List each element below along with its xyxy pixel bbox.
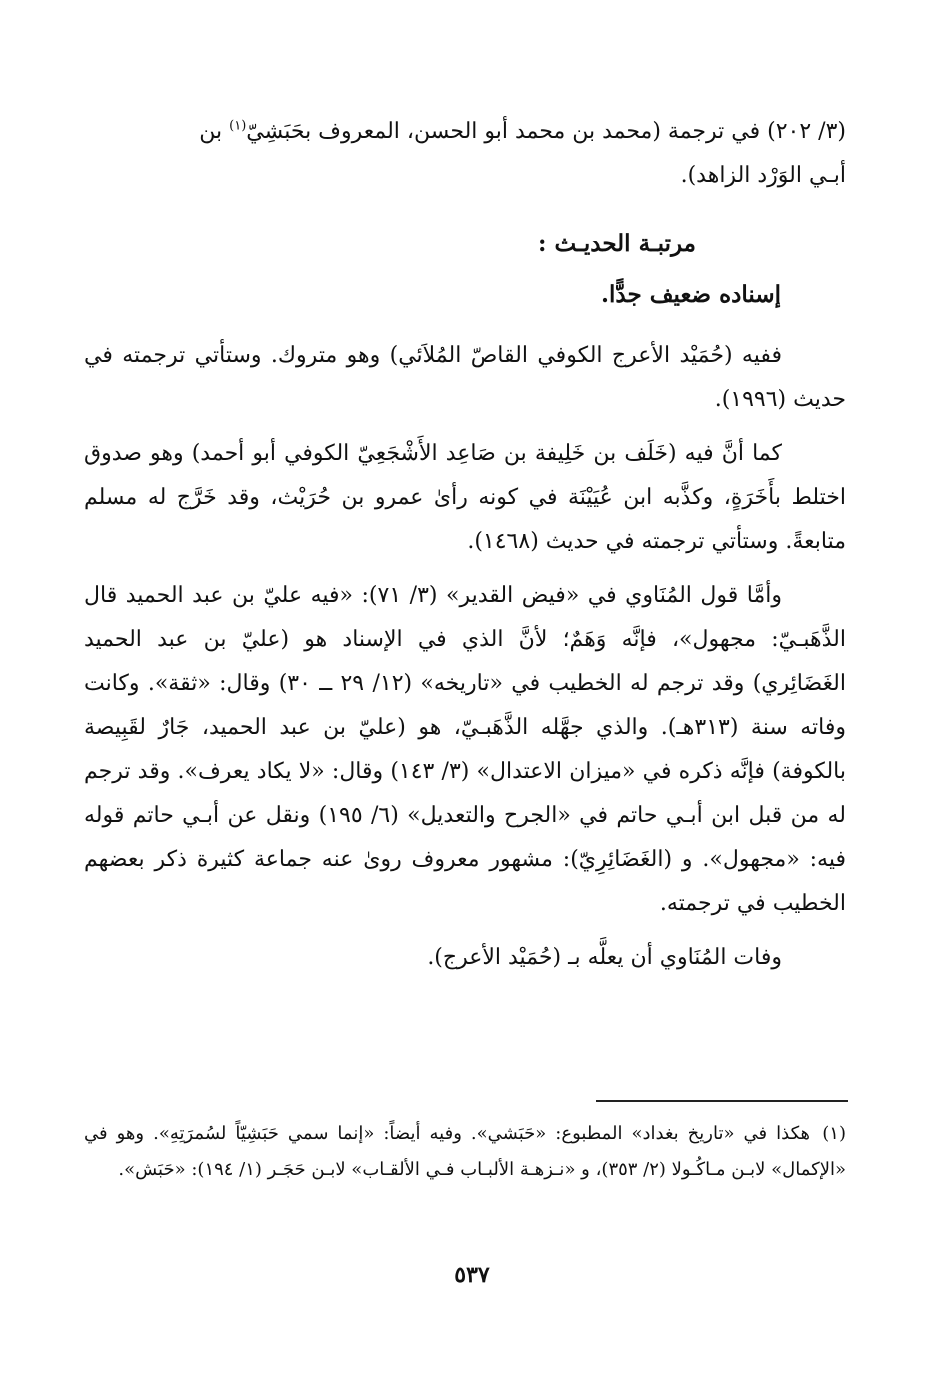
paragraph-3-lead: وأمَّا قول المُنَاوي في «فيض القدير» (٣/ ٧١): «فيه عليّ بن عبد الحميد قال [84,583,782,608]
paragraph-2-lead: كما أنَّ فيه (خَلَف بن خَلِيفة بن صَاعِد الأَشْجَعِيّ الكوفي أبو أحمد) وهو [150,441,782,466]
footnote-marker: (١) [229,118,247,134]
footnote-divider [596,1100,848,1102]
paragraph-2 [84,432,846,564]
intro-paragraph [84,110,846,198]
intro-line-2: أبـي الوَرْد الزاهد). [680,163,846,188]
paragraph-3-rest: الذَّهَبـيّ: مجهول»، فإنَّه وَهَمٌ؛ لأنَّ الذي في الإسناد هو (عليّ بن عبد الحميد الغَضَائِري) وقد ترجم له الخطيب في «تاريخه» (١٢/ ٢٩ ــ ٣٠) وقال: «ثقة». وكانت وفاته سنة (٣١٣هـ). والذي جهَّله الذَّهَبـيّ، هو (عليّ بن عبد الحميد، جَارٌ لقَبِيصة بالكوفة) فإنَّه ذكره في «ميزان الاعتدال» (٣/ ١٤٣) وقال: «لا يكاد يعرف». وقد ترجم له من قبل ابن أبـي حاتم في «الجرح والتعديل» (٦/ ١٩٥) ونقل عن أبـي حاتم قوله فيه: «مجهول». و (الغَضَائِرِيّ): مشهور معروف روىٰ عنه جماعة كثيرة ذكر بعضهم الخطيب في ترجمته. [84,627,847,916]
intro-line-1-end: بن [199,119,230,144]
verdict: إسناده ضعيف جدًّا. [601,281,781,308]
footnote-text: هكذا في «تاريخ بغداد» المطبوع: «حَبَشي». وفيه أيضاً: «إنما سمي حَبَشِيّاً لسُمرَتِهِ». وهو في «الإكمال» لابـن مـاكُـولا (٢/ ٣٥٣)، و «نـزهـة الألبـاب فـي الألقـاب» لابـن حَجَـر (١/ ١٩٤): «حَبَش». [84,1123,846,1180]
page-number: ٥٣٧ [454,1262,490,1288]
footnote-number: (١) [822,1123,846,1144]
paragraph-2-rest: صدوق اختلط بأَخَرَةٍ، وكذَّبه ابن عُيَيْنَة في كونه رأىٰ عمرو بن حُرَيْث، وقد خَرَّج له مسلم متابعةً. وستأتي ترجمته في حديث (١٤٦٨). [84,441,846,554]
closing-line: وفات المُنَاوي أن يعلَّه بـ (حُمَيْد الأعرج). [427,945,782,970]
footnote [84,1116,846,1188]
paragraph-1-lead: ففيه (حُمَيْد الأعرج الكوفي القاصّ المُلاَئي) وهو متروك. وستأتي ترجمته [122,343,783,368]
paragraph-3 [84,574,846,926]
section-heading: مرتبـة الحديـث : [538,230,696,257]
main-text [84,110,846,980]
intro-line-1: (٣/ ٢٠٢) في ترجمة (محمد بن محمد أبو الحسن، المعروف بحَبَشِيّ [246,119,846,144]
paragraph-1 [84,334,846,422]
paragraph-1-rest: في حديث (١٩٩٦). [84,343,846,412]
